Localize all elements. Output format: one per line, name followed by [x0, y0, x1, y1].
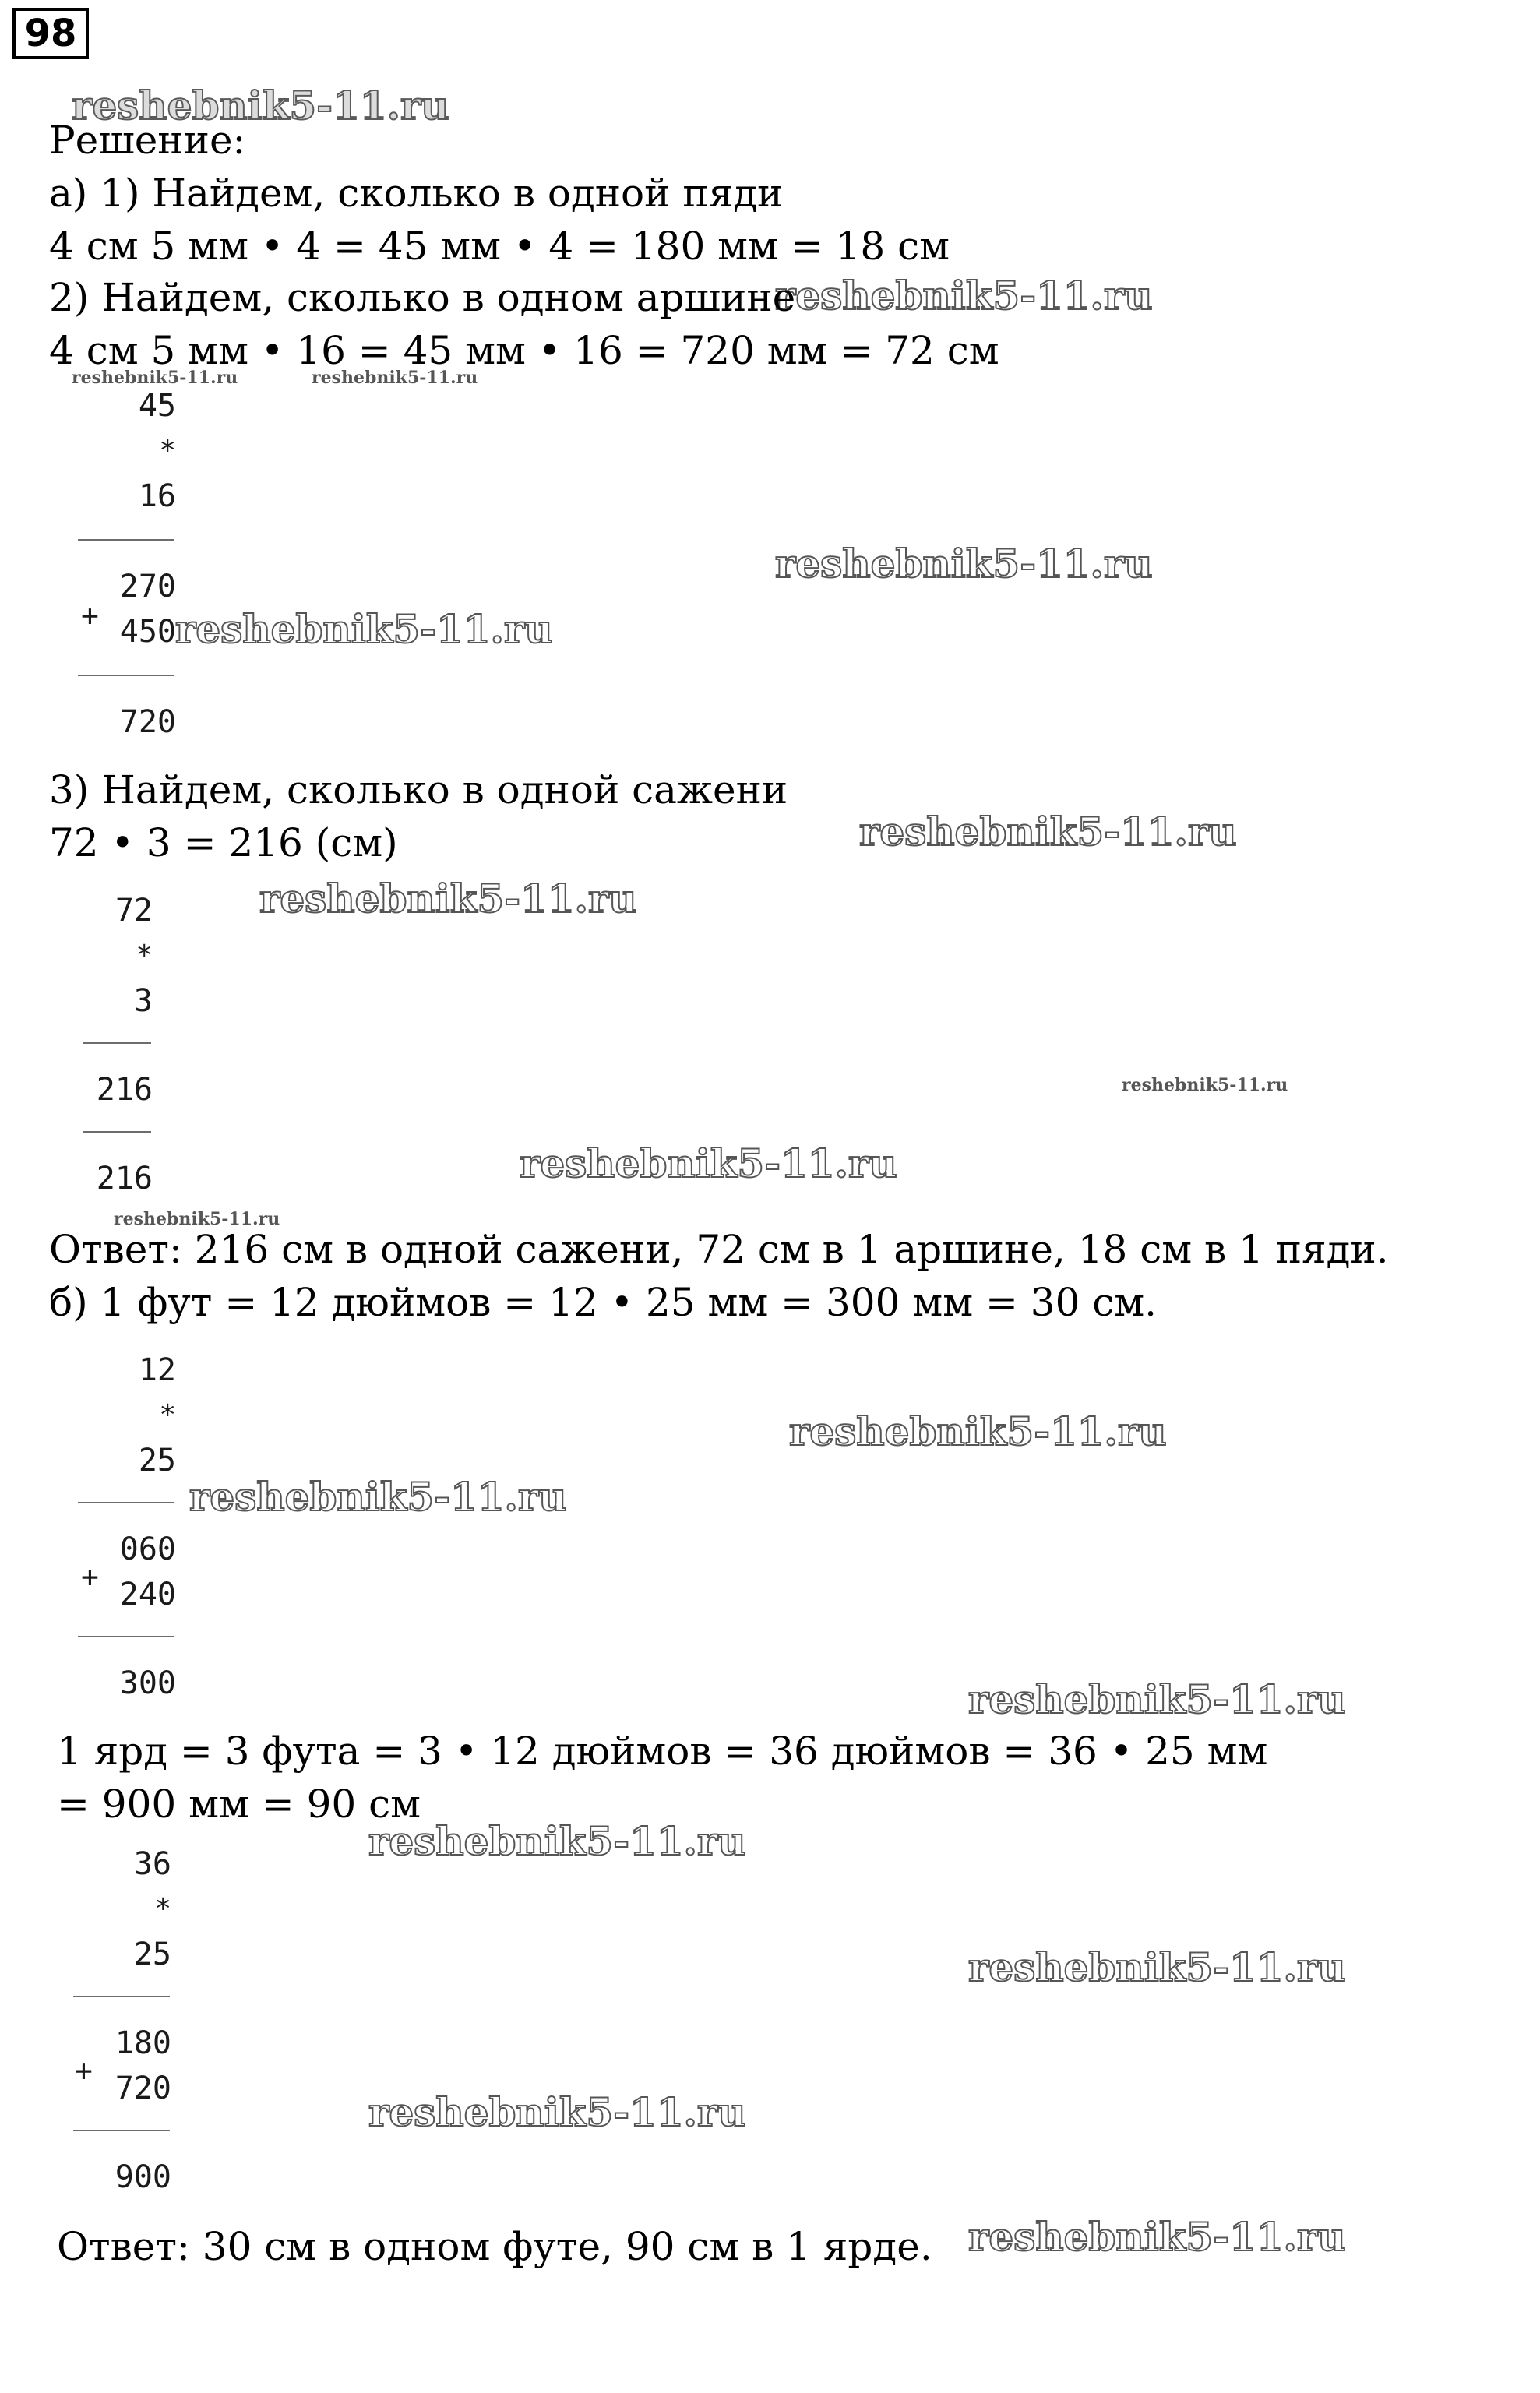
column3-operand-a: 12 [138, 1352, 176, 1388]
column4-rule [73, 1996, 170, 1997]
watermark-small: reshebnik5-11.ru [312, 368, 478, 388]
column3-plus-sign: + [81, 1560, 99, 1594]
column4-partial-2: 720 [115, 2071, 171, 2106]
column4-result: 900 [115, 2159, 171, 2195]
watermark: reshebnik5-11.ru [775, 273, 1153, 319]
column1-operator: * [159, 435, 176, 467]
column1-partial-1: 270 [119, 569, 176, 604]
column3-partial-1: 060 [119, 1531, 176, 1567]
part-b-answer: Ответ: 30 см в одном футе, 90 см в 1 ярде. [57, 2224, 932, 2269]
column1-partial-2: 450 [119, 614, 176, 650]
column2-operator: * [136, 939, 153, 971]
problem-number: 98 [12, 8, 89, 59]
watermark: reshebnik5-11.ru [175, 606, 553, 652]
column2-rule [83, 1131, 151, 1133]
column1-operand-a: 45 [138, 388, 176, 424]
watermark: reshebnik5-11.ru [775, 541, 1153, 587]
solution-label: Решение: [49, 118, 246, 163]
column3-operand-b: 25 [138, 1443, 176, 1478]
column3-partial-2: 240 [119, 1577, 176, 1612]
column2-operand-b: 3 [133, 983, 153, 1019]
watermark: reshebnik5-11.ru [859, 809, 1237, 855]
part-b-yard-calc-2: = 900 мм = 90 см [57, 1782, 421, 1827]
watermark: reshebnik5-11.ru [189, 1474, 567, 1520]
column1-rule [78, 539, 174, 541]
column3-rule [78, 1502, 174, 1503]
part-b-foot-calc: б) 1 фут = 12 дюймов = 12 • 25 мм = 300 мм = 30 см. [49, 1280, 1158, 1325]
watermark: reshebnik5-11.ru [968, 1676, 1346, 1722]
watermark: reshebnik5-11.ru [368, 1818, 746, 1864]
part-b-yard-calc-1: 1 ярд = 3 фута = 3 • 12 дюймов = 36 дюймов = 36 • 25 мм [57, 1729, 1268, 1774]
column2-rule [83, 1042, 151, 1044]
part-a-step3: 3) Найдем, сколько в одной сажени [49, 767, 788, 812]
watermark: reshebnik5-11.ru [968, 1944, 1346, 1990]
column1-rule [78, 675, 174, 676]
watermark-small: reshebnik5-11.ru [72, 368, 238, 388]
column4-partial-1: 180 [115, 2025, 171, 2061]
column4-plus-sign: + [75, 2053, 93, 2088]
column1-result: 720 [119, 704, 176, 740]
column2-operand-a: 72 [115, 893, 153, 929]
column3-result: 300 [119, 1665, 176, 1701]
watermark: reshebnik5-11.ru [72, 83, 449, 129]
column4-operand-a: 36 [133, 1846, 171, 1882]
column4-operand-b: 25 [133, 1937, 171, 1972]
part-a-step3-calc: 72 • 3 = 216 (см) [49, 820, 398, 865]
watermark-small: reshebnik5-11.ru [114, 1209, 280, 1229]
watermark: reshebnik5-11.ru [368, 2089, 746, 2135]
part-a-step1: а) 1) Найдем, сколько в одной пяди [49, 171, 784, 216]
watermark-small: reshebnik5-11.ru [1122, 1075, 1288, 1095]
column4-operator: * [154, 1893, 171, 1925]
column2-result: 216 [96, 1161, 153, 1196]
watermark: reshebnik5-11.ru [520, 1140, 897, 1186]
column2-partial-1: 216 [96, 1072, 153, 1108]
watermark: reshebnik5-11.ru [968, 2214, 1346, 2260]
watermark: reshebnik5-11.ru [789, 1408, 1167, 1454]
part-a-step1-calc: 4 см 5 мм • 4 = 45 мм • 4 = 180 мм = 18 см [49, 224, 950, 269]
part-a-step2-calc: 4 см 5 мм • 16 = 45 мм • 16 = 720 мм = 72 см [49, 328, 999, 373]
column4-rule [73, 2130, 170, 2131]
column1-operand-b: 16 [138, 478, 176, 514]
part-a-step2: 2) Найдем, сколько в одном аршине [49, 275, 796, 320]
watermark: reshebnik5-11.ru [259, 876, 637, 922]
column3-operator: * [159, 1399, 176, 1431]
column1-plus-sign: + [81, 598, 99, 633]
column3-rule [78, 1636, 174, 1637]
part-a-answer: Ответ: 216 см в одной сажени, 72 см в 1 аршине, 18 см в 1 пяди. [49, 1227, 1389, 1272]
